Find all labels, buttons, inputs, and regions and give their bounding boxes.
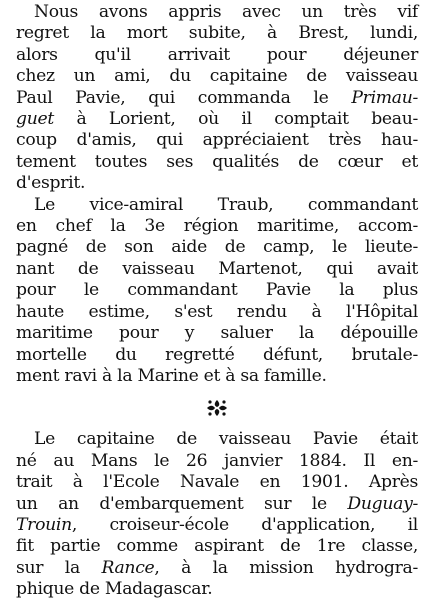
text-line: trait à l'Ecole Navale en 1901. Après: [16, 472, 418, 493]
section-separator: [16, 387, 418, 429]
text-line: Le capitaine de vaisseau Pavie était: [34, 429, 418, 450]
text-line: Nous avons appris avec un très vif: [34, 2, 418, 22]
text-line: Trouin, croiseur-école d'application, il: [16, 514, 418, 535]
text-line: Paul Pavie, qui commanda le Primau-: [16, 87, 418, 108]
paragraph-3: [16, 429, 418, 600]
text-line: alors qu'il arrivait pour déjeuner: [16, 44, 418, 65]
text-line: né au Mans le 26 janvier 1884. Il en-: [16, 450, 418, 471]
text-line: ment ravi à la Marine et à sa famille.: [16, 365, 327, 386]
text-line: pour le commandant Pavie la plus: [16, 280, 418, 301]
text-line: mortelle du regretté défunt, brutale-: [16, 344, 418, 365]
text-line: nant de vaisseau Martenot, qui avait: [16, 258, 418, 279]
text-line: sur la Rance, à la mission hydrogra-: [16, 557, 418, 578]
text-line: chez un ami, du capitaine de vaisseau: [16, 66, 418, 87]
text-line: maritime pour y saluer la dépouille: [16, 323, 418, 344]
text-line: phique de Madagascar.: [16, 579, 213, 600]
text-line: d'esprit.: [16, 173, 86, 194]
text-line: regret la mort subite, à Brest, lundi,: [16, 23, 418, 44]
text-line: Le vice-amiral Traub, commandant: [34, 194, 418, 215]
text-line: haute estime, s'est rendu à l'Hôpital: [16, 301, 418, 322]
text-line: coup d'amis, qui appréciaient très hau-: [16, 130, 418, 151]
paragraph-1: [16, 2, 418, 195]
paragraph-2: [16, 195, 418, 388]
text-line: pagné de son aide de camp, le lieute-: [16, 237, 418, 258]
text-line: fit partie comme aspirant de 1re classe,: [16, 536, 418, 557]
text-line: guet à Lorient, où il comptait beau-: [16, 109, 418, 130]
text-line: tement toutes ses qualités de cœur et: [16, 151, 418, 172]
fleuron-ornament-icon: [204, 398, 230, 418]
text-line: en chef la 3e région maritime, accom-: [16, 216, 418, 237]
text-line: un an d'embarquement sur le Duguay-: [16, 493, 418, 514]
